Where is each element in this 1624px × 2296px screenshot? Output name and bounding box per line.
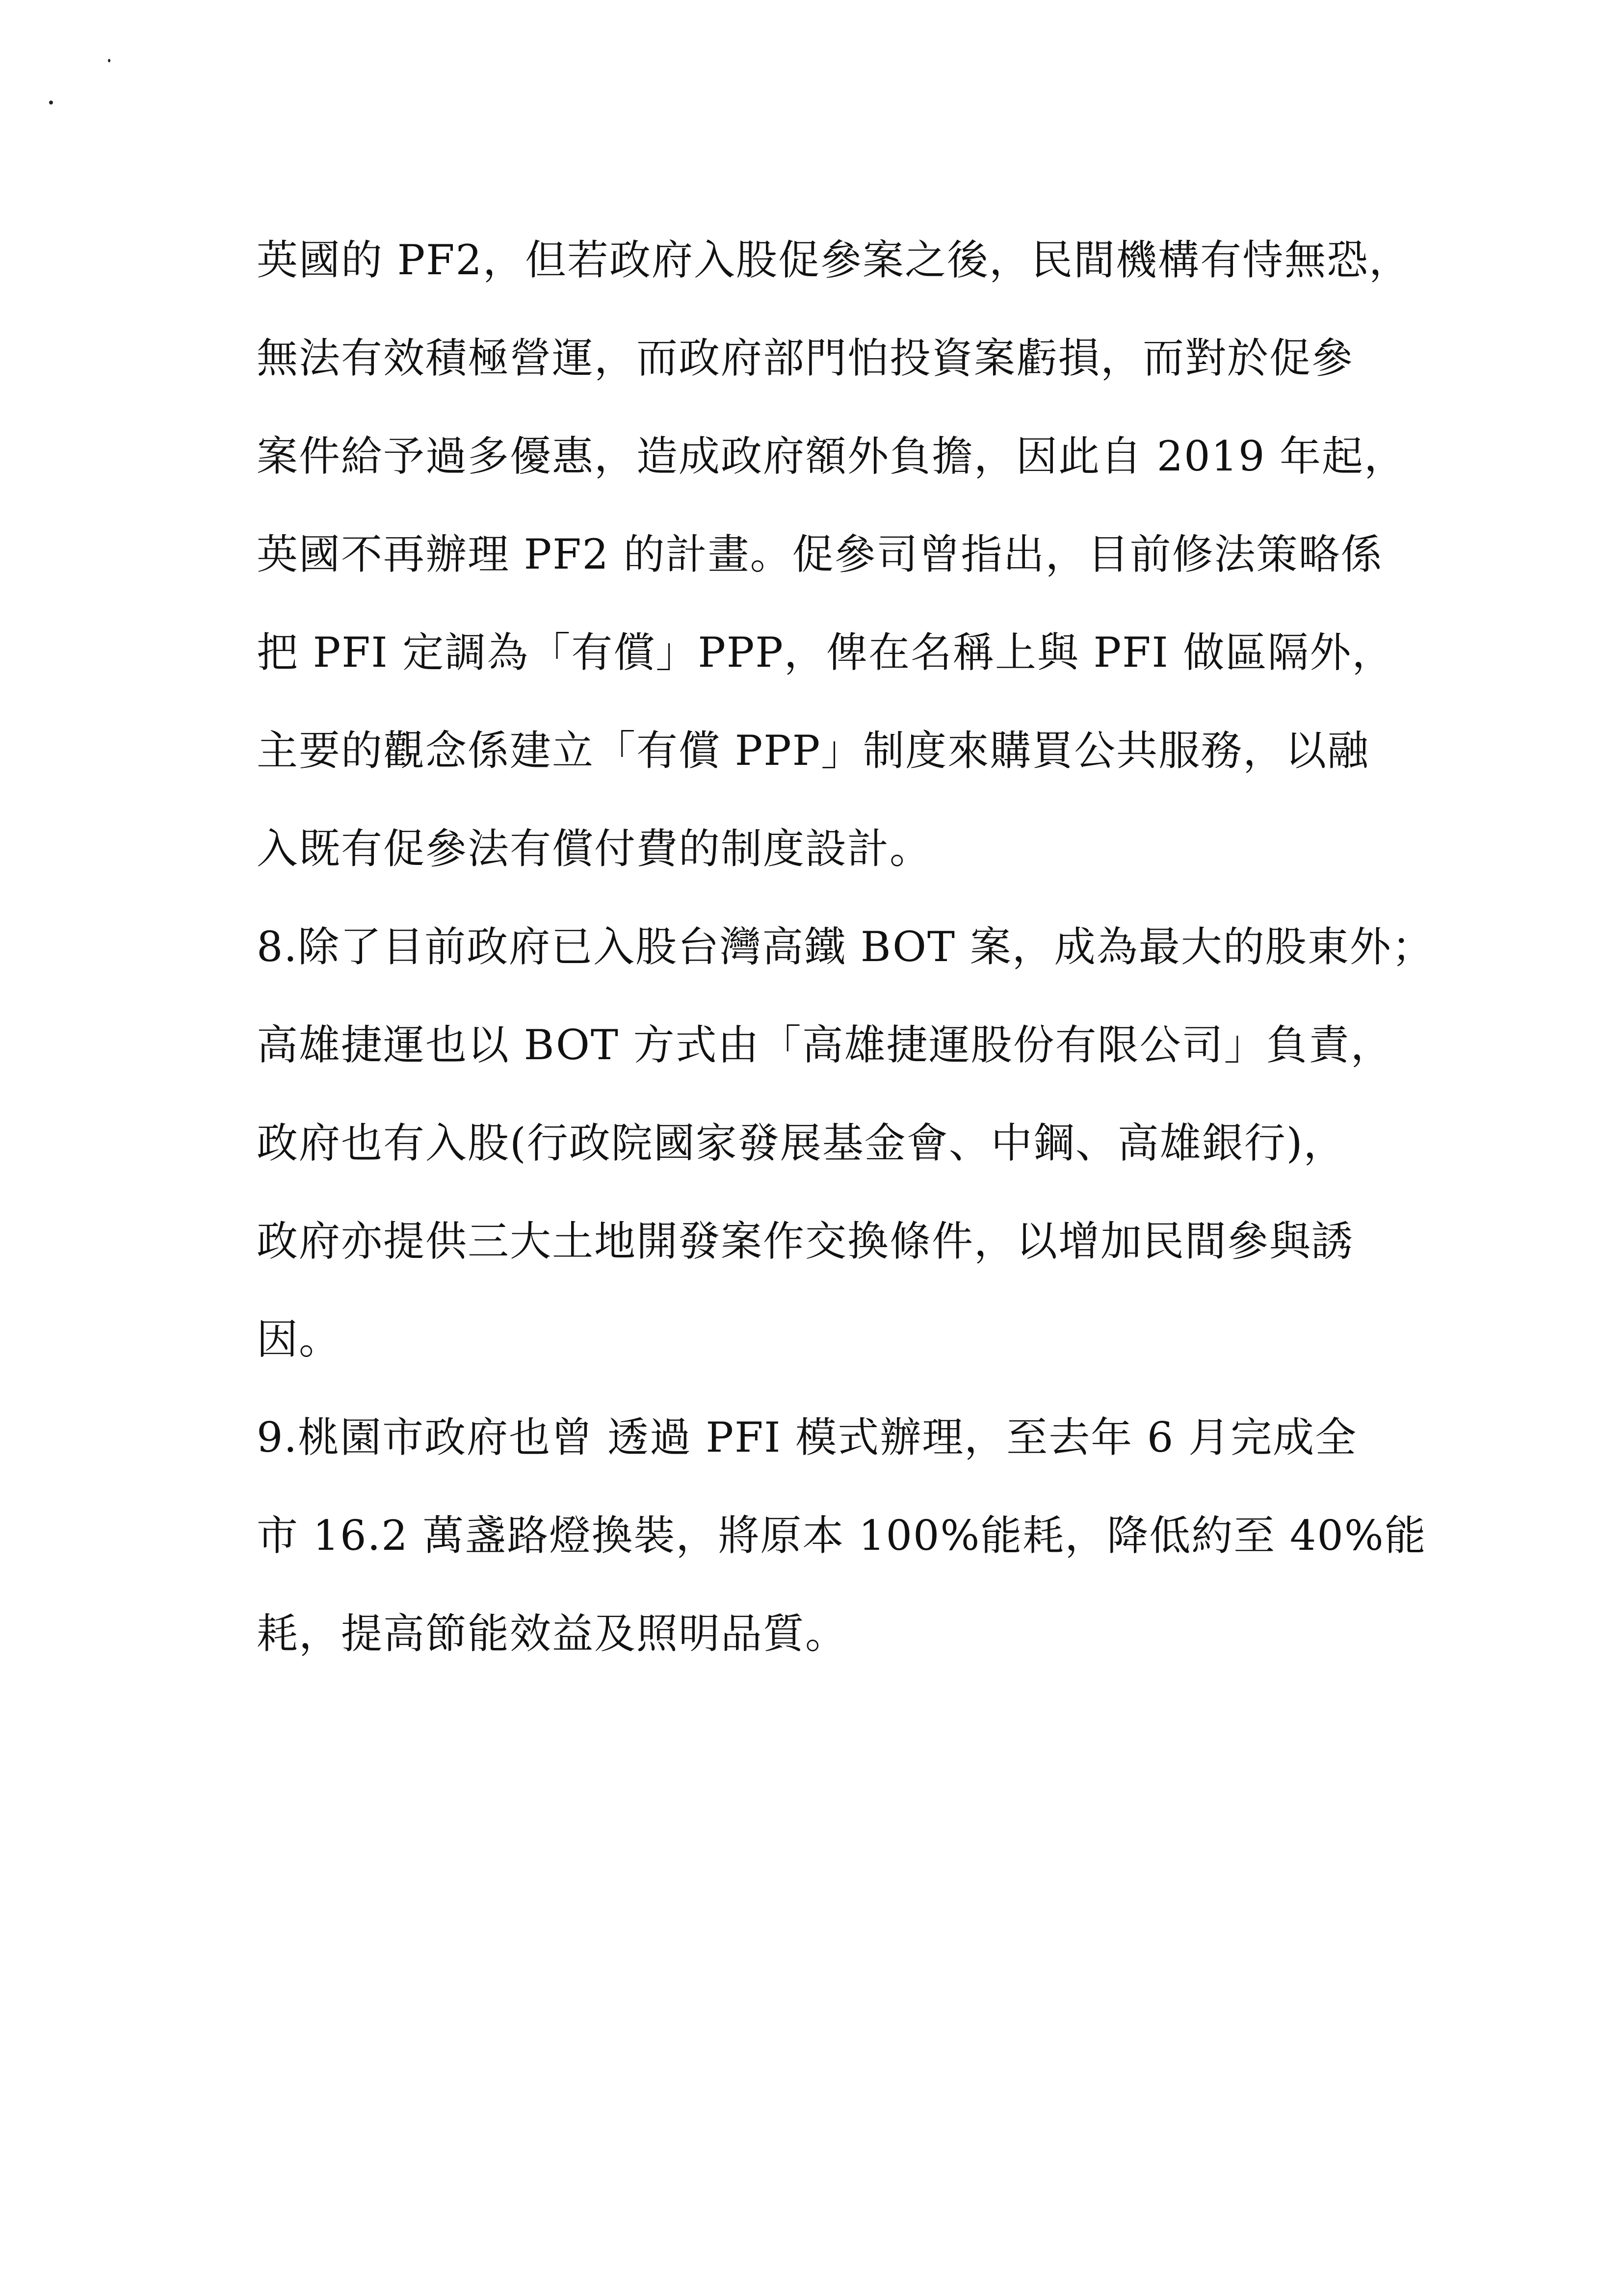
text-line: 英國不再辦理 PF2 的計畫。促參司曾指出，目前修法策略係 <box>257 530 1383 578</box>
text-line: 9.桃園市政府也曾 透過 PFI 模式辦理，至去年 6 月完成全 <box>257 1413 1358 1461</box>
text-line: 因。 <box>257 1315 341 1363</box>
scan-speck <box>108 59 110 62</box>
text-line: 8.除了目前政府已入股台灣高鐵 BOT 案，成為最大的股東外； <box>257 923 1434 971</box>
text-line: 案件給予過多優惠，造成政府額外負擔，因此自 2019 年起， <box>257 432 1407 480</box>
text-line: 政府也有入股(行政院國家發展基金會、中鋼、高雄銀行)， <box>257 1119 1346 1167</box>
text-line: 政府亦提供三大土地開發案作交換條件，以增加民間參與誘 <box>257 1217 1354 1265</box>
text-line: 主要的觀念係建立「有償 PPP」制度來購買公共服務，以融 <box>257 727 1370 775</box>
text-line: 耗，提高節能效益及照明品質。 <box>257 1610 848 1658</box>
scan-speck <box>49 101 53 104</box>
text-line: 高雄捷運也以 BOT 方式由「高雄捷運股份有限公司」負責， <box>257 1021 1393 1069</box>
text-line: 把 PFI 定調為「有償」PPP，俾在名稱上與 PFI 做區隔外， <box>257 628 1394 677</box>
text-line: 入既有促參法有償付費的制度設計。 <box>257 825 932 873</box>
text-line: 無法有效積極營運，而政府部門怕投資案虧損，而對於促參 <box>257 334 1354 382</box>
text-line: 英國的 PF2，但若政府入股促參案之後，民間機構有恃無恐， <box>257 236 1411 284</box>
text-line: 市 16.2 萬盞路燈換裝，將原本 100%能耗，降低約至 40%能 <box>257 1512 1427 1560</box>
